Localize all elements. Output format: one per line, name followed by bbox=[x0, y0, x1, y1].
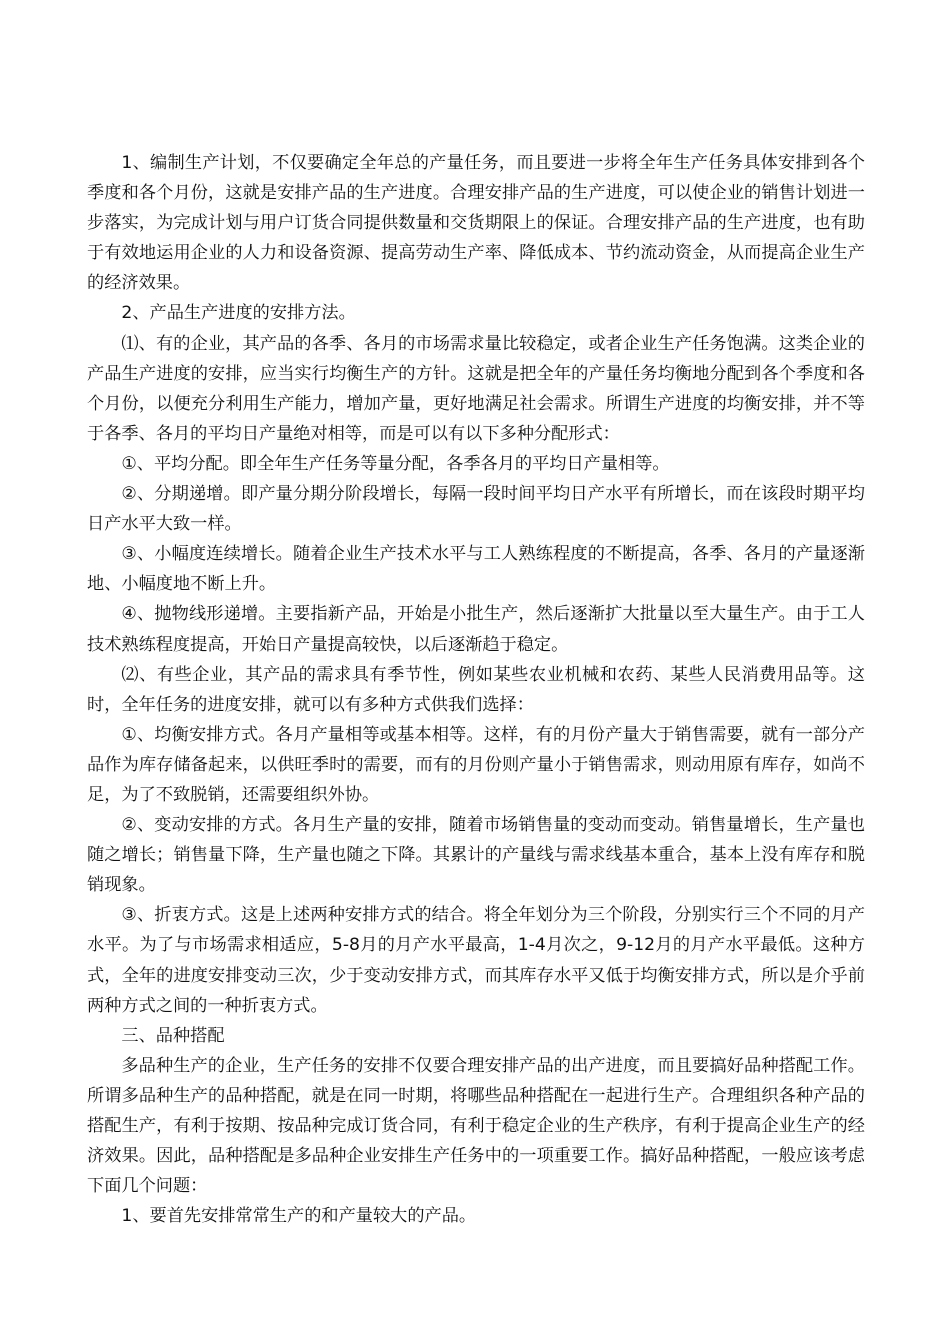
paragraph: ⑵、有些企业，其产品的需求具有季节性，例如某些农业机械和农药、某些人民消费用品等。这时，全年任务的进度安排，就可以有多种方式供我们选择： bbox=[87, 664, 865, 715]
paragraph: ①、平均分配。即全年生产任务等量分配，各季各月的平均日产量相等。 bbox=[121, 453, 670, 474]
paragraph: 多品种生产的企业，生产任务的安排不仅要合理安排产品的出产进度，而且要搞好品种搭配工作。所谓多品种生产的品种搭配，就是在同一时期，将哪些品种搭配在一起进行生产。合理组织各种产品的搭配生产，有利于按期、按品种完成订货合同，有利于稳定企业的生产秩序，有利于提高企业生产的经济效果。因此，品种搭配是多品种企业安排生产任务中的一项重要工作。搞好品种搭配，一般应该考虑下面几个问题： bbox=[87, 1055, 865, 1197]
paragraph: 1、要首先安排常常生产的和产量较大的产品。 bbox=[121, 1206, 477, 1227]
paragraph: 1、编制生产计划，不仅要确定全年总的产量任务，而且要进一步将全年生产任务具体安排到各个季度和各个月份，这就是安排产品的生产进度。合理安排产品的生产进度，可以使企业的销售计划进一步落实，为完成计划与用户订货合同提供数量和交货期限上的保证。合理安排产品的生产进度，也有助于有效地运用企业的人力和设备资源、提高劳动生产率、降低成本、节约流动资金，从而提高企业生产的经济效果。 bbox=[87, 153, 865, 294]
paragraph: ②、变动安排的方式。各月生产量的安排，随着市场销售量的变动而变动。销售量增长，生产量也随之增长；销售量下降，生产量也随之下降。其累计的产量线与需求线基本重合，基本上没有库存和脱销现象。 bbox=[87, 815, 865, 896]
paragraph: ③、小幅度连续增长。随着企业生产技术水平与工人熟练程度的不断提高，各季、各月的产量逐渐地、小幅度地不断上升。 bbox=[87, 544, 865, 595]
paragraph: ②、分期递增。即产量分期分阶段增长，每隔一段时间平均日产水平有所增长，而在该段时期平均日产水平大致一样。 bbox=[87, 484, 865, 535]
paragraph: ④、抛物线形递增。主要指新产品，开始是小批生产，然后逐渐扩大批量以至大量生产。由于工人技术熟练程度提高，开始日产量提高较快，以后逐渐趋于稳定。 bbox=[87, 604, 865, 655]
paragraph: ③、折衷方式。这是上述两种安排方式的结合。将全年划分为三个阶段，分别实行三个不同的月产水平。为了与市场需求相适应，5-8月的月产水平最高，1-4月次之，9-12月的月产水平最低。这种方式，全年的进度安排变动三次，少于变动安排方式，而其库存水平又低于均衡安排方式，所以是介乎前两种方式之间的一种折衷方式。 bbox=[87, 905, 865, 1016]
paragraph: ①、均衡安排方式。各月产量相等或基本相等。这样，有的月份产量大于销售需要，就有一部分产品作为库存储备起来，以供旺季时的需要，而有的月份则产量小于销售需求，则动用原有库存，如尚不足，为了不致脱销，还需要组织外协。 bbox=[87, 724, 865, 805]
paragraph: ⑴、有的企业，其产品的各季、各月的市场需求量比较稳定，或者企业生产任务饱满。这类企业的产品生产进度的安排，应当实行均衡生产的方针。这就是把全年的产量任务均衡地分配到各个季度和各个月份，以便充分利用生产能力，增加产量，更好地满足社会需求。所谓生产进度的均衡安排，并不等于各季、各月的平均日产量绝对相等，而是可以有以下多种分配形式： bbox=[87, 333, 865, 444]
section-heading: 三、品种搭配 bbox=[121, 1025, 225, 1046]
paragraph: 2、产品生产进度的安排方法。 bbox=[121, 303, 356, 324]
document-body bbox=[87, 148, 865, 1231]
